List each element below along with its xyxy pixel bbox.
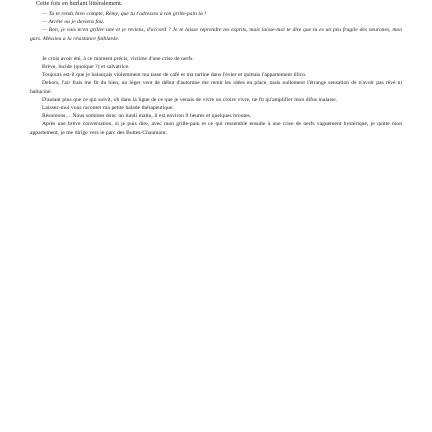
section-gap (30, 43, 402, 55)
paragraph-3: Toujours est-il que je balançais violemment ma tasse de café et ma tartine dans l'évier et quittais l'appartement illico. (42, 72, 307, 79)
dialogue-line-1: — Tu te rends bien compte, Rémy, que tu t'adresses à ton grille-pain là ! (42, 11, 207, 17)
paragraph-2: Brève, lucide (quoique ?) et salvatrice. (42, 64, 130, 71)
paragraph-4: Dehors, l'air frais me fit du bien, un léger vent de début d'automne me remit les idées en place, mais nullement l'étrange sensation de n'avoir pas rêvé ni halluciné. (30, 80, 402, 95)
header-line: Cette fois en hurlant littéralement. (36, 0, 123, 7)
dialogue-line-2: — Arrête ou je deviens fou. (42, 19, 105, 26)
paragraph-5: D'autant plus que ce qui suivit, oh dans la ligne de ce que je venais de vivre ou croire vivre, ne fit qu'amplifier mon difus malaise. (42, 96, 338, 103)
paragraph-6: Laissez-moi vous raconter ma petite balade thérapeutique. (42, 105, 174, 112)
dialogue-block (30, 10, 402, 43)
dialogue-line-3: — Bon, je vais m'en griller une et je reviens, d'accord ? Je te laisse reprendre tes esprits, mais laisse-moi te dire que tu es un peu fragile des neurones, mon gars. Méssieu a la résistance faiblarde. (30, 27, 402, 42)
narrative-block (30, 55, 402, 137)
paragraph-7: Résumons… Nous sommes donc un lundi matin, il est environ 9 heures et quelques broutes. (42, 113, 252, 120)
paragraph-1: Je crois avoir été, à ce moment précis, victime d'une crise de nerfs. (42, 55, 194, 62)
paragraph-8: Après une brève conversation, si je puis dire, avec mon grille-pain et ce qui ressemble ensuite à une crise de nerfs vaguement hystérique, je quitte mon appartement, je me dirige vers le parc des Buttes-Chaumont. (30, 121, 402, 136)
book-page (30, 0, 402, 432)
